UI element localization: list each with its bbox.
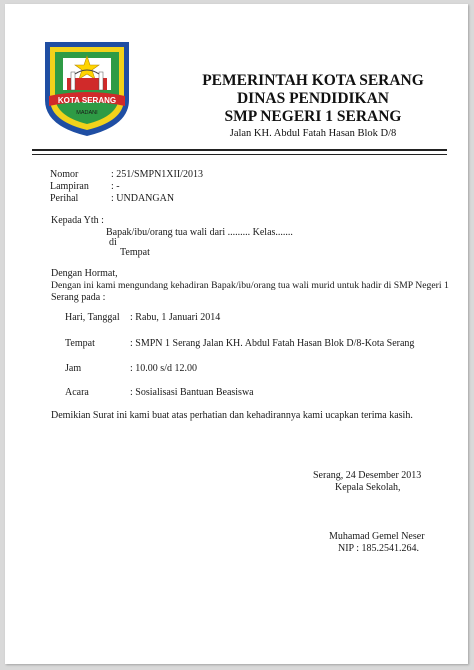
letterhead-school: SMP NEGERI 1 SERANG bbox=[224, 108, 402, 125]
perihal-value: : UNDANGAN bbox=[111, 193, 175, 204]
intro-line-1: Dengan ini kami mengundang kehadiran Bapak/ibu/orang tua wali murid untuk hadir di SMP Negeri 1 bbox=[51, 280, 449, 291]
closing-sentence: Demikian Surat ini kami buat atas perhatian dan kehadirannya kami ucapkan terima kasih. bbox=[51, 410, 413, 421]
signature-nip: NIP : 185.2541.264. bbox=[338, 543, 420, 554]
letterhead-divider-thin bbox=[32, 154, 447, 155]
letterhead-address: Jalan KH. Abdul Fatah Hasan Blok D/8 bbox=[229, 128, 397, 139]
recipient-place: Tempat bbox=[120, 247, 150, 258]
lampiran-label: Lampiran bbox=[50, 181, 89, 192]
nomor-label: Nomor bbox=[50, 169, 79, 180]
perihal-label: Perihal bbox=[50, 193, 79, 204]
detail-value-date: : Rabu, 1 Januari 2014 bbox=[130, 312, 221, 323]
letter-page bbox=[5, 4, 468, 664]
detail-label-time: Jam bbox=[65, 363, 82, 374]
recipient-di: di bbox=[109, 237, 117, 248]
detail-label-date: Hari, Tanggal bbox=[65, 312, 120, 323]
logo-banner-text: KOTA SERANG bbox=[57, 96, 117, 105]
kota-serang-emblem-logo bbox=[41, 38, 133, 138]
detail-label-place: Tempat bbox=[65, 338, 95, 349]
intro-line-2: Serang pada : bbox=[51, 292, 106, 303]
greeting: Dengan Hormat, bbox=[51, 268, 118, 279]
detail-label-event: Acara bbox=[65, 387, 89, 398]
detail-value-event: : Sosialisasi Bantuan Beasiswa bbox=[130, 387, 254, 398]
letterhead-divider-thick bbox=[32, 149, 447, 151]
signature-place-date: Serang, 24 Desember 2013 bbox=[313, 470, 422, 481]
nomor-value: : 251/SMPN1XII/2013 bbox=[111, 169, 203, 180]
letterhead-department: DINAS PENDIDIKAN bbox=[236, 90, 389, 107]
recipient-name-line: Bapak/ibu/orang tua wali dari ......... Kelas....... bbox=[106, 227, 293, 238]
logo-motto-text: MADANI bbox=[76, 110, 98, 116]
signature-name: Muhamad Gemel Neser bbox=[329, 531, 425, 542]
letterhead-government: PEMERINTAH KOTA SERANG bbox=[202, 72, 424, 89]
detail-value-time: : 10.00 s/d 12.00 bbox=[130, 363, 197, 374]
detail-value-place: : SMPN 1 Serang Jalan KH. Abdul Fatah Hasan Blok D/8-Kota Serang bbox=[130, 338, 415, 349]
signature-title: Kepala Sekolah, bbox=[335, 482, 401, 493]
lampiran-value: : - bbox=[111, 181, 120, 192]
recipient-salutation: Kepada Yth : bbox=[51, 215, 104, 226]
